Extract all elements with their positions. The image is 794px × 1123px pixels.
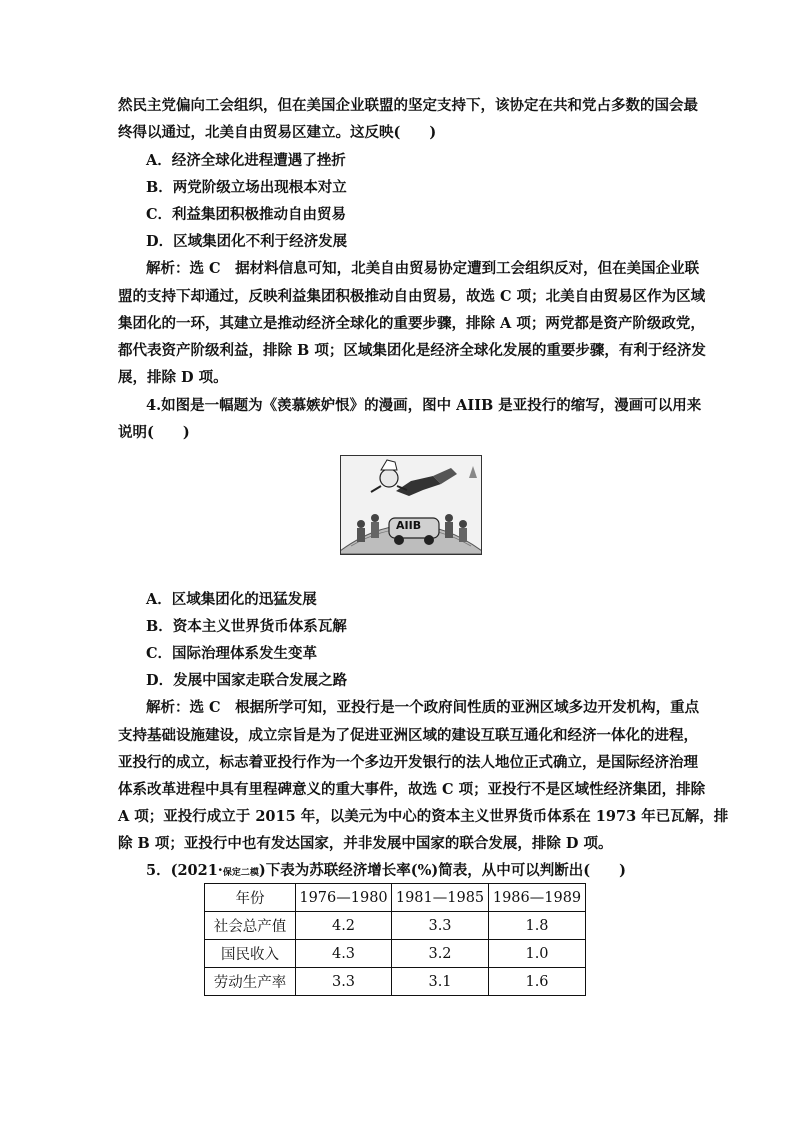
- table-row: [205, 912, 586, 940]
- table-header-row: [205, 884, 586, 912]
- table-header-cell: 年份: [205, 884, 296, 912]
- cartoon-image: [340, 455, 482, 555]
- ussr-growth-table: [204, 883, 586, 996]
- table-cell: 3.2: [392, 940, 489, 968]
- table-cell: 1.6: [489, 968, 586, 996]
- q3-analysis-line-2: 盟的支持下却通过，反映利益集团积极推动自由贸易，故选 C 项；北美自由贸易区作为区域: [118, 288, 706, 305]
- table-row-label: 社会总产值: [205, 912, 296, 940]
- q3-analysis-line-1: 解析：选 C 据材料信息可知，北美自由贸易协定遭到工会组织反对，但在美国企业联: [146, 260, 700, 277]
- table-cell: 1.0: [489, 940, 586, 968]
- q5-stem-prefix: 5．(2021·: [146, 862, 223, 879]
- q3-option-d: D．区域集团化不利于经济发展: [146, 233, 348, 250]
- q5-stem: [146, 861, 626, 883]
- q3-analysis-line-3: 集团化的一环，其建立是推动经济全球化的重要步骤，排除 A 项；两党都是资产阶级政党，: [118, 315, 705, 332]
- q4-analysis-line-5: A 项；亚投行成立于 2015 年，以美元为中心的资本主义世界货币体系在 1973 年已瓦解，排: [118, 808, 729, 825]
- table-row: [205, 940, 586, 968]
- table-row-label: 国民收入: [205, 940, 296, 968]
- table-cell: 1.8: [489, 912, 586, 940]
- q3-option-c: C．利益集团积极推动自由贸易: [146, 206, 347, 223]
- q4-stem-line-2: 说明( ): [118, 424, 190, 441]
- q3-stem-line-2: 终得以通过，北美自由贸易区建立。这反映( ): [118, 124, 437, 141]
- q4-analysis-line-2: 支持基础设施建设，成立宗旨是为了促进亚洲区域的建设互联互通化和经济一体化的进程，: [118, 727, 698, 744]
- q3-analysis-line-5: 展，排除 D 项。: [118, 369, 228, 386]
- q4-analysis-line-4: 体系改革进程中具有里程碑意义的重大事件，故选 C 项；亚投行不是区域性经济集团，排除: [118, 781, 706, 798]
- table-cell: 3.1: [392, 968, 489, 996]
- q3-option-a: A．经济全球化进程遭遇了挫折: [146, 152, 346, 169]
- table-row: [205, 968, 586, 996]
- q4-stem-line-1: 4.如图是一幅题为《羡慕嫉妒恨》的漫画，图中 AIIB 是亚投行的缩写，漫画可以用来: [146, 397, 702, 414]
- table-cell: 4.3: [296, 940, 392, 968]
- q4-option-a: A．区域集团化的迅猛发展: [146, 591, 317, 608]
- q4-option-c: C．国际治理体系发生变革: [146, 645, 318, 662]
- q3-option-b: B．两党阶级立场出现根本对立: [146, 179, 347, 196]
- table-header-cell: 1986—1989: [489, 884, 586, 912]
- table-header-cell: 1981—1985: [392, 884, 489, 912]
- table-row-label: 劳动生产率: [205, 968, 296, 996]
- q3-analysis-line-4: 都代表资产阶级利益，排除 B 项；区域集团化是经济全球化发展的重要步骤，有利于经济发: [118, 342, 706, 359]
- cartoon-aiib-label: AIIB: [396, 519, 422, 532]
- table-cell: 3.3: [296, 968, 392, 996]
- q4-option-d: D．发展中国家走联合发展之路: [146, 672, 348, 689]
- q4-option-b: B．资本主义世界货币体系瓦解: [146, 618, 347, 635]
- table-header-cell: 1976—1980: [296, 884, 392, 912]
- table-cell: 3.3: [392, 912, 489, 940]
- q5-stem-suffix: )下表为苏联经济增长率(%)简表，从中可以判断出( ): [258, 862, 626, 879]
- q3-stem-line-1: 然民主党偏向工会组织，但在美国企业联盟的坚定支持下，该协定在共和党占多数的国会最: [118, 97, 698, 114]
- table-cell: 4.2: [296, 912, 392, 940]
- q4-analysis-line-6: 除 B 项；亚投行中也有发达国家，并非发展中国家的联合发展，排除 D 项。: [118, 835, 613, 852]
- cartoon-illustration: [341, 456, 481, 554]
- q4-analysis-line-3: 亚投行的成立，标志着亚投行作为一个多边开发银行的法人地位正式确立，是国际经济治理: [118, 754, 698, 771]
- q4-analysis-line-1: 解析：选 C 根据所学可知，亚投行是一个政府间性质的亚洲区域多边开发机构，重点: [146, 699, 700, 716]
- q5-stem-source-tag: 保定二模: [222, 868, 259, 878]
